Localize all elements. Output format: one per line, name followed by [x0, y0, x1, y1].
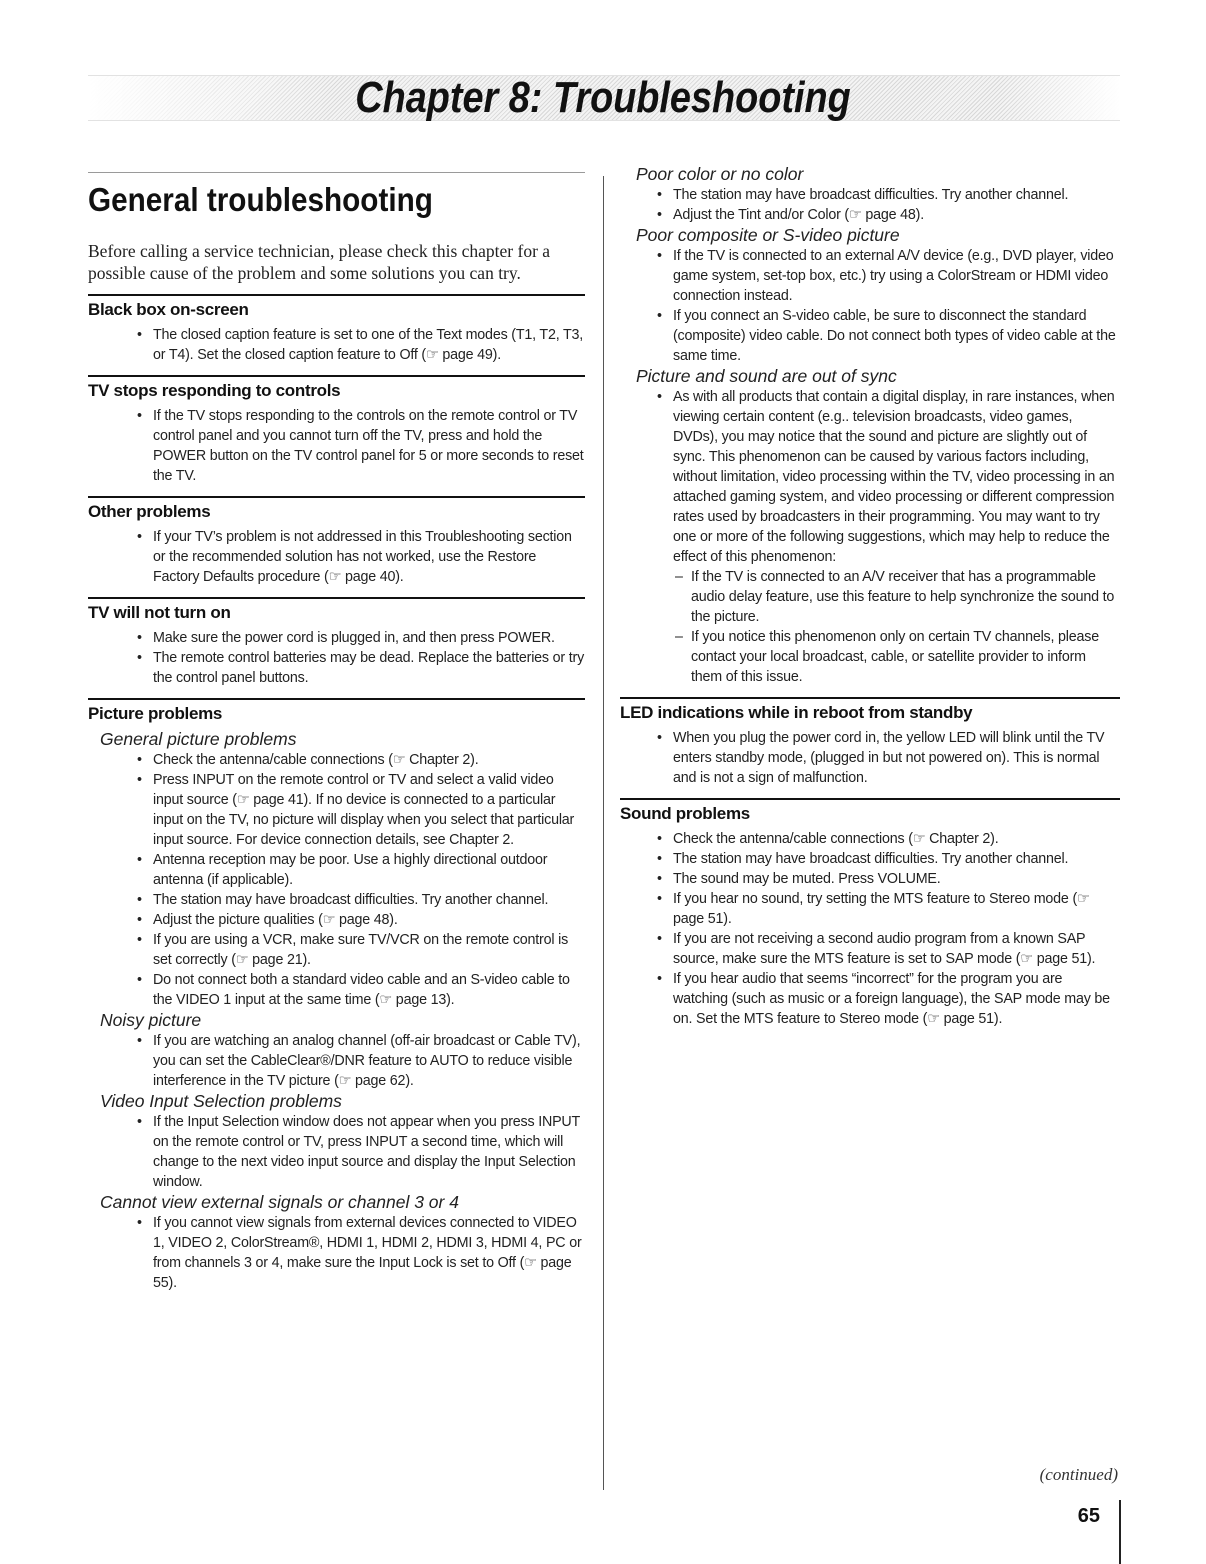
continued-note: (continued) [1039, 1465, 1118, 1484]
bullet-list [620, 728, 1120, 788]
subheading-sync: Picture and sound are out of sync [636, 366, 897, 386]
list-item: • Antenna reception may be poor. Use a highly directional outdoor antenna (if applicable). [153, 850, 585, 890]
intro-paragraph: Before calling a service technician, please check this chapter for a possible cause of the problem and some solutions you can try. [88, 241, 551, 283]
bullet-list [620, 387, 1120, 567]
section-heading: Other problems [88, 502, 211, 521]
list-item: – If you notice this phenomenon only on certain TV channels, please contact your local broadcast, cable, or satellite provider to inform them of this issue. [691, 627, 1120, 687]
list-item: • If your TV’s problem is not addressed in this Troubleshooting section or the recommended solution has not worked, use the Restore Factory Defaults procedure (☞ page 40). [153, 527, 585, 587]
list-item: • Check the antenna/cable connections (☞ Chapter 2). [673, 829, 1120, 849]
section-black-box [88, 294, 585, 365]
left-column [88, 172, 585, 1293]
subheading-general: General picture problems [100, 729, 297, 749]
section-other-problems [88, 496, 585, 587]
list-item: • As with all products that contain a digital display, in rare instances, when viewing certain content (e.g.. television broadcasts, video games, DVDs), you may notice that the sound and picture are slightly out of sync. This phenomenon can be caused by various factors including, without limitation, video processing within the TV, video processing in an attached gaming system, and video processing or different compression rates used by broadcasters in their programming. You may want to try one or more of the following suggestions, which may help to reduce the effect of this phenomenon: [673, 387, 1120, 567]
bullet-list [88, 628, 585, 688]
section-heading: Sound problems [620, 804, 750, 823]
page-title: General troubleshooting [88, 181, 433, 218]
list-item: • If you are watching an analog channel (off-air broadcast or Cable TV), you can set the CableClear®/DNR feature to AUTO to reduce visible interference in the TV picture (☞ page 62). [153, 1031, 585, 1091]
bullet-list [620, 246, 1120, 366]
column-divider [603, 176, 604, 1490]
list-item: • If you hear no sound, try setting the MTS feature to Stereo mode (☞ page 51). [673, 889, 1120, 929]
page-number-bar [1119, 1500, 1121, 1564]
list-item: • If the TV is connected to an external A/V device (e.g., DVD player, video game system, set-top box, etc.) try using a ColorStream or HDMI video connection instead. [673, 246, 1120, 306]
section-heading: LED indications while in reboot from standby [620, 703, 973, 722]
list-item: • If you are using a VCR, make sure TV/VCR on the remote control is set correctly (☞ page 21). [153, 930, 585, 970]
list-item: • If the Input Selection window does not appear when you press INPUT on the remote control or TV, press INPUT a second time, which will change to the next video input source and display the Input Selection window. [153, 1112, 585, 1192]
subheading-poor-color: Poor color or no color [636, 164, 804, 184]
page-number: 65 [1077, 1505, 1100, 1527]
bullet-list [88, 527, 585, 587]
list-item: • If the TV stops responding to the controls on the remote control or TV control panel and you cannot turn off the TV, press and hold the POWER button on the TV control panel for 5 or more seconds to reset the TV. [153, 406, 585, 486]
list-item: • When you plug the power cord in, the yellow LED will blink until the TV enters standby mode, (plugged in but not powered on). This is normal and is not a sign of malfunction. [673, 728, 1120, 788]
chapter-title: Chapter 8: Troubleshooting [355, 73, 851, 122]
section-led [620, 697, 1120, 788]
list-item: • If you are not receiving a second audio program from a known SAP source, make sure the MTS feature is set to SAP mode (☞ page 51). [673, 929, 1120, 969]
section-heading: Black box on-screen [88, 300, 249, 319]
list-item: • The station may have broadcast difficulties. Try another channel. [153, 890, 585, 910]
list-item: • Do not connect both a standard video cable and an S-video cable to the VIDEO 1 input at the same time (☞ page 13). [153, 970, 585, 1010]
bullet-list [88, 750, 585, 1010]
list-item: • Make sure the power cord is plugged in, and then press POWER. [153, 628, 585, 648]
bullet-list [88, 1031, 585, 1091]
subheading-external: Cannot view external signals or channel 3 or 4 [100, 1192, 459, 1212]
bullet-list [88, 325, 585, 365]
dash-list [620, 567, 1120, 687]
list-item: • The station may have broadcast difficulties. Try another channel. [673, 185, 1120, 205]
bullet-list [88, 1213, 585, 1293]
section-picture-problems [88, 698, 585, 1293]
bullet-list [620, 829, 1120, 1029]
section-heading: TV will not turn on [88, 603, 231, 622]
section-will-not-turn-on [88, 597, 585, 688]
list-item: • The station may have broadcast difficulties. Try another channel. [673, 849, 1120, 869]
list-item: • Check the antenna/cable connections (☞ Chapter 2). [153, 750, 585, 770]
bullet-list [620, 185, 1120, 225]
list-item: • Adjust the picture qualities (☞ page 48). [153, 910, 585, 930]
right-column [620, 164, 1120, 1029]
list-item: • Adjust the Tint and/or Color (☞ page 48). [673, 205, 1120, 225]
subheading-video-input: Video Input Selection problems [100, 1091, 342, 1111]
subheading-poor-composite: Poor composite or S-video picture [636, 225, 900, 245]
section-sound [620, 798, 1120, 1029]
section-heading: TV stops responding to controls [88, 381, 341, 400]
list-item: – If the TV is connected to an A/V receiver that has a programmable audio delay feature, use this feature to help synchronize the sound to the picture. [691, 567, 1120, 627]
list-item: • Press INPUT on the remote control or TV and select a valid video input source (☞ page 41). If no device is connected to a particular input on the TV, no picture will display when you select that particular input source. For device connection details, see Chapter 2. [153, 770, 585, 850]
subheading-noisy: Noisy picture [100, 1010, 202, 1030]
bullet-list [88, 1112, 585, 1192]
list-item: • If you connect an S-video cable, be sure to disconnect the standard (composite) video cable. Do not connect both types of video cable at the same time. [673, 306, 1120, 366]
list-item: • The sound may be muted. Press VOLUME. [673, 869, 1120, 889]
list-item: • If you hear audio that seems “incorrect” for the program you are watching (such as music or a foreign language), the SAP mode may be on. Set the MTS feature to Stereo mode (☞ page 51). [673, 969, 1120, 1029]
section-tv-stops [88, 375, 585, 486]
bullet-list [88, 406, 585, 486]
section-heading: Picture problems [88, 704, 223, 723]
list-item: • If you cannot view signals from external devices connected to VIDEO 1, VIDEO 2, ColorStream®, HDMI 1, HDMI 2, HDMI 3, HDMI 4, PC or from channels 3 or 4, make sure the Input Lock is set to Off (☞ page 55). [153, 1213, 585, 1293]
list-item: • The remote control batteries may be dead. Replace the batteries or try the control panel buttons. [153, 648, 585, 688]
list-item: • The closed caption feature is set to one of the Text modes (T1, T2, T3, or T4). Set the closed caption feature to Off (☞ page 49). [153, 325, 585, 365]
